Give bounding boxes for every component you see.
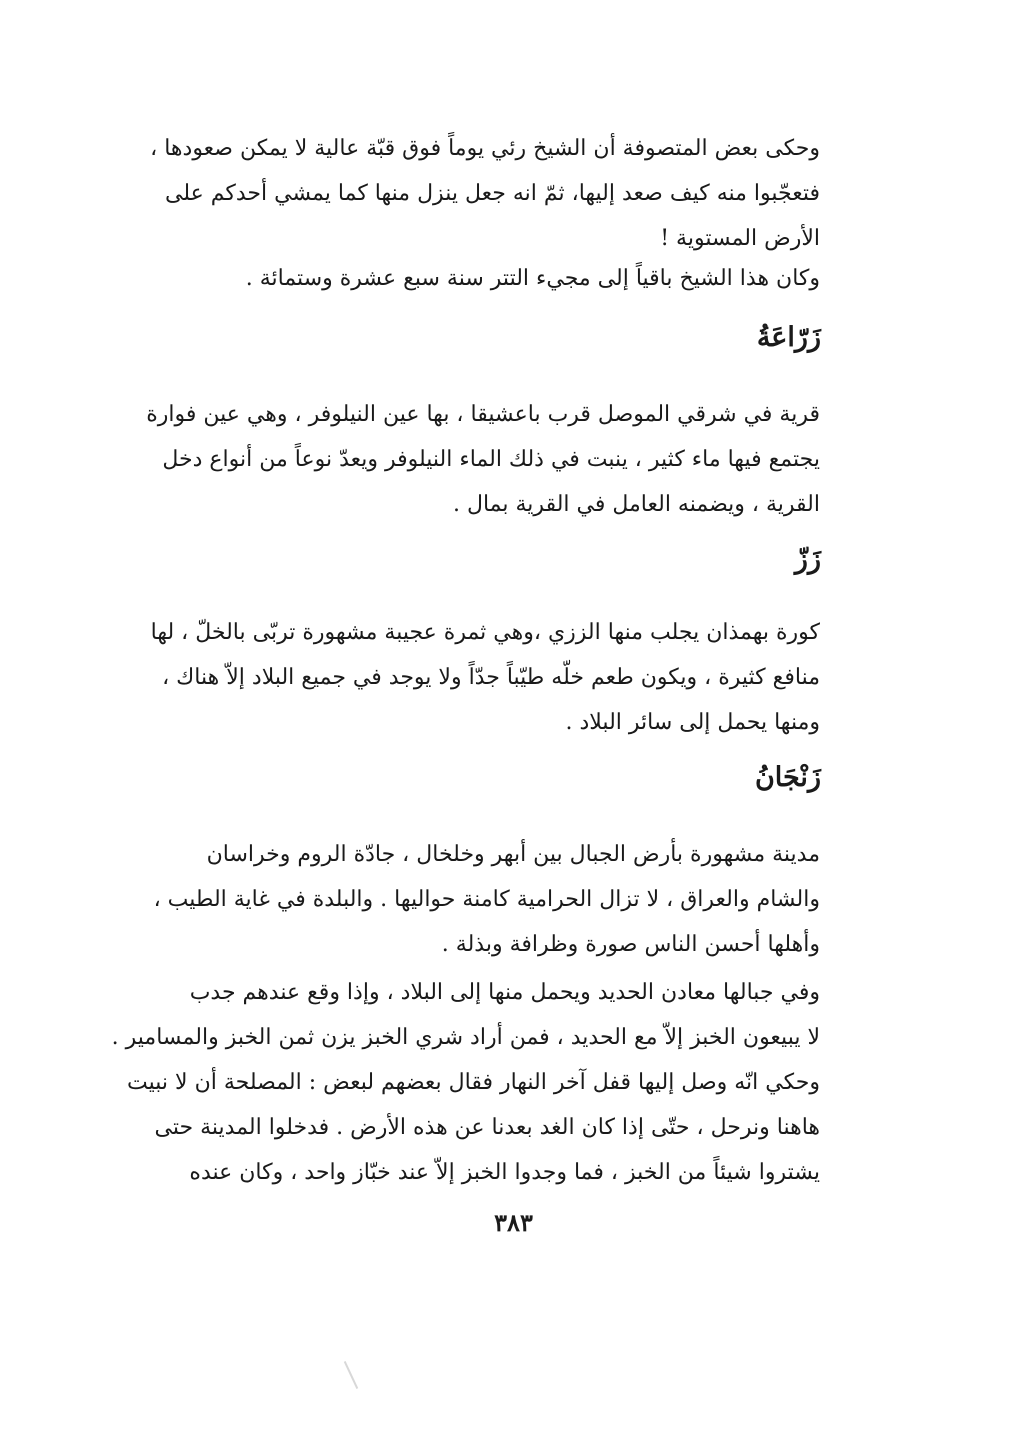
text-line: مدينة مشهورة بأرض الجبال بين أبهر وخلخال ، جادّة الروم وخراسان: [206, 842, 820, 867]
scan-artifact-mark: [344, 1361, 358, 1389]
text-line: وأهلها أحسن الناس صورة وظرافة وبذلة .: [441, 932, 820, 957]
intro-paragraph-2: [110, 256, 820, 301]
text-line: لا يبيعون الخبز إلاّ مع الحديد ، فمن أراد شري الخبز يزن ثمن الخبز والمسامير .: [111, 1025, 820, 1050]
text-line: منافع كثيرة ، ويكون طعم خلّه طيّباً جدّاً ولا يوجد في جميع البلاد إلاّ هناك ،: [162, 665, 820, 690]
text-line: يشتروا شيئاً من الخبز ، فما وجدوا الخبز إلاّ عند خبّاز واحد ، وكان عنده: [189, 1160, 820, 1185]
entry-paragraph: [110, 392, 820, 527]
entry-heading: زَرّاعَةُ: [756, 322, 821, 353]
text-line: قرية في شرقي الموصل قرب باعشيقا ، بها عين النيلوفر ، وهي عين فوارة: [146, 402, 820, 427]
entry-paragraph: [110, 832, 820, 967]
text-line: وحكي انّه وصل إليها قفل آخر النهار فقال بعضهم لبعض : المصلحة أن لا نبيت: [127, 1070, 820, 1095]
text-line: يجتمع فيها ماء كثير ، ينبت في ذلك الماء النيلوفر ويعدّ نوعاً من أنواع دخل: [162, 447, 820, 472]
text-line: وكان هذا الشيخ باقياً إلى مجيء التتر سنة سبع عشرة وستمائة .: [245, 266, 820, 291]
text-line: وفي جبالها معادن الحديد ويحمل منها إلى البلاد ، وإذا وقع عندهم جدب: [189, 980, 820, 1005]
page-number: ٣٨٣: [494, 1208, 533, 1237]
entry-paragraph: [110, 610, 820, 745]
entry-heading: زَنْجَانُ: [754, 762, 821, 793]
text-line: كورة بهمذان يجلب منها الززي ،وهي ثمرة عجيبة مشهورة تربّى بالخلّ ، لها: [150, 620, 820, 645]
text-line: ومنها يحمل إلى سائر البلاد .: [565, 710, 820, 735]
text-line: الأرض المستوية !: [660, 226, 820, 251]
text-line: فتعجّبوا منه كيف صعد إليها، ثمّ انه جعل ينزل منها كما يمشي أحدكم على: [165, 181, 820, 206]
intro-paragraph: [110, 126, 820, 261]
text-line: القرية ، ويضمنه العامل في القرية بمال .: [453, 492, 820, 517]
text-line: والشام والعراق ، لا تزال الحرامية كامنة حواليها . والبلدة في غاية الطيب ،: [153, 887, 820, 912]
text-line: وحكى بعض المتصوفة أن الشيخ رئي يوماً فوق قبّة عالية لا يمكن صعودها ،: [150, 136, 820, 161]
entry-paragraph: [110, 970, 820, 1195]
text-line: هاهنا ونرحل ، حتّى إذا كان الغد بعدنا عن هذه الأرض . فدخلوا المدينة حتى: [154, 1115, 820, 1140]
entry-heading: زَزّ: [794, 544, 821, 575]
